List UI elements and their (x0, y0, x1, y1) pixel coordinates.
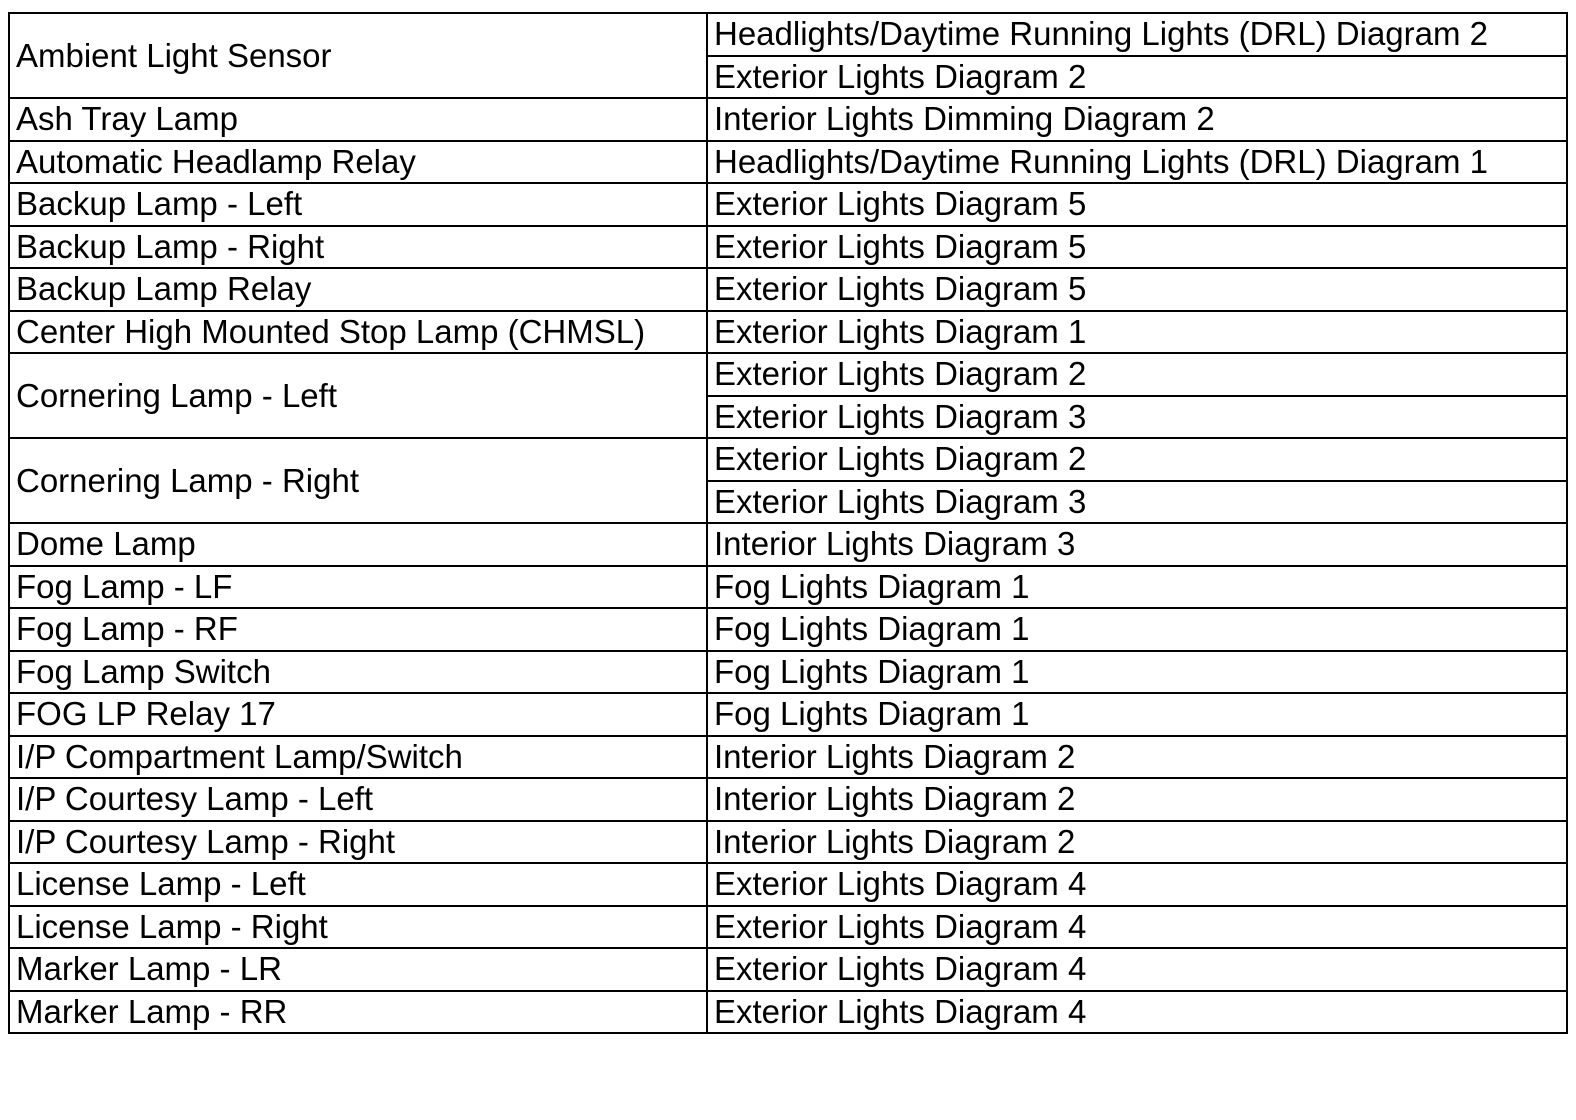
diagram-reference-cell: Exterior Lights Diagram 5 (707, 183, 1567, 226)
diagram-reference-cell: Exterior Lights Diagram 1 (707, 311, 1567, 354)
component-name-cell: Marker Lamp - LR (9, 948, 707, 991)
table-row (9, 311, 1567, 354)
component-name-cell: Fog Lamp - LF (9, 566, 707, 609)
diagram-reference-cell: Headlights/Daytime Running Lights (DRL) Diagram 1 (707, 141, 1567, 184)
diagram-reference-cell: Exterior Lights Diagram 2 (707, 353, 1567, 396)
table-row (9, 693, 1567, 736)
component-name-cell: I/P Courtesy Lamp - Right (9, 821, 707, 864)
diagram-reference-cell: Exterior Lights Diagram 2 (707, 56, 1567, 99)
table-row (9, 651, 1567, 694)
diagram-reference-cell: Interior Lights Diagram 2 (707, 778, 1567, 821)
component-name-cell: Marker Lamp - RR (9, 991, 707, 1034)
component-name-cell: Fog Lamp Switch (9, 651, 707, 694)
component-name-cell: Center High Mounted Stop Lamp (CHMSL) (9, 311, 707, 354)
component-name-cell: Backup Lamp - Right (9, 226, 707, 269)
diagram-reference-cell: Fog Lights Diagram 1 (707, 693, 1567, 736)
diagram-reference-cell: Exterior Lights Diagram 3 (707, 481, 1567, 524)
table-row (9, 13, 1567, 56)
component-name-cell: FOG LP Relay 17 (9, 693, 707, 736)
table-row (9, 863, 1567, 906)
table-row (9, 226, 1567, 269)
diagram-reference-cell: Exterior Lights Diagram 2 (707, 438, 1567, 481)
table-row (9, 268, 1567, 311)
diagram-reference-cell: Exterior Lights Diagram 5 (707, 268, 1567, 311)
table-row (9, 778, 1567, 821)
component-name-cell: Backup Lamp - Left (9, 183, 707, 226)
diagram-reference-cell: Headlights/Daytime Running Lights (DRL) Diagram 2 (707, 13, 1567, 56)
table-body (9, 13, 1567, 1033)
diagram-reference-cell: Fog Lights Diagram 1 (707, 566, 1567, 609)
table-row (9, 948, 1567, 991)
diagram-reference-cell: Exterior Lights Diagram 4 (707, 863, 1567, 906)
table-row (9, 906, 1567, 949)
diagram-reference-cell: Exterior Lights Diagram 5 (707, 226, 1567, 269)
table-row (9, 183, 1567, 226)
component-name-cell: Cornering Lamp - Right (9, 438, 707, 523)
component-name-cell: Dome Lamp (9, 523, 707, 566)
component-diagram-index-table (8, 12, 1568, 1034)
table-row (9, 353, 1567, 396)
component-name-cell: Automatic Headlamp Relay (9, 141, 707, 184)
component-name-cell: License Lamp - Right (9, 906, 707, 949)
table-row (9, 608, 1567, 651)
table-row (9, 821, 1567, 864)
component-name-cell: Ambient Light Sensor (9, 13, 707, 98)
diagram-reference-cell: Exterior Lights Diagram 4 (707, 991, 1567, 1034)
component-name-cell: Backup Lamp Relay (9, 268, 707, 311)
diagram-reference-cell: Interior Lights Dimming Diagram 2 (707, 98, 1567, 141)
table-row (9, 98, 1567, 141)
diagram-reference-cell: Fog Lights Diagram 1 (707, 608, 1567, 651)
diagram-reference-cell: Exterior Lights Diagram 3 (707, 396, 1567, 439)
diagram-reference-cell: Interior Lights Diagram 3 (707, 523, 1567, 566)
table-row (9, 523, 1567, 566)
component-name-cell: I/P Courtesy Lamp - Left (9, 778, 707, 821)
component-name-cell: License Lamp - Left (9, 863, 707, 906)
diagram-reference-cell: Fog Lights Diagram 1 (707, 651, 1567, 694)
component-name-cell: Ash Tray Lamp (9, 98, 707, 141)
diagram-reference-cell: Interior Lights Diagram 2 (707, 821, 1567, 864)
diagram-reference-cell: Interior Lights Diagram 2 (707, 736, 1567, 779)
component-name-cell: Fog Lamp - RF (9, 608, 707, 651)
component-name-cell: Cornering Lamp - Left (9, 353, 707, 438)
diagram-reference-cell: Exterior Lights Diagram 4 (707, 906, 1567, 949)
table-row (9, 736, 1567, 779)
table-row (9, 566, 1567, 609)
table-row (9, 141, 1567, 184)
table-row (9, 438, 1567, 481)
component-name-cell: I/P Compartment Lamp/Switch (9, 736, 707, 779)
diagram-reference-cell: Exterior Lights Diagram 4 (707, 948, 1567, 991)
table-row (9, 991, 1567, 1034)
